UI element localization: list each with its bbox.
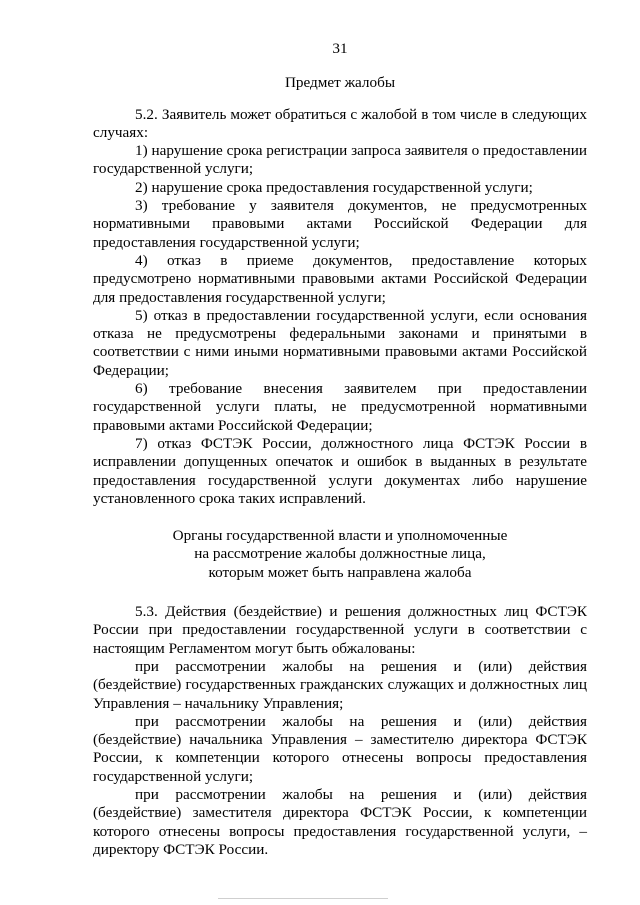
- section-5-3: [93, 603, 587, 859]
- paragraph-5-2-intro: 5.2. Заявитель может обратиться с жалобой в том числе в следующих случаях:: [93, 105, 587, 141]
- heading-line: на рассмотрение жалобы должностные лица,: [194, 545, 486, 563]
- heading-line: которым может быть направлена жалоба: [208, 563, 472, 581]
- section-heading-authorities: [93, 527, 587, 582]
- paragraph-5-3-intro: 5.3. Действия (бездействие) и решения должностных лиц ФСТЭК России при предоставлении государственной услуги в соответствии с настоящим Регламентом могут быть обжалованы:: [93, 603, 587, 657]
- list-item-5-2-4: 4) отказ в приеме документов, предоставление которых предусмотрено нормативными правовыми актами Российской Федерации для предоставления государственной услуги;: [93, 251, 587, 306]
- list-item-5-2-3: 3) требование у заявителя документов, не предусмотренных нормативными правовыми актами Российской Федерации для предоставления государственной услуги;: [93, 197, 587, 251]
- list-item-5-2-2: 2) нарушение срока предоставления государственной услуги;: [135, 178, 533, 196]
- page-number: 31: [332, 40, 348, 57]
- list-item-5-2-1: 1) нарушение срока регистрации запроса заявителя о предоставлении государственной услуги;: [93, 142, 587, 178]
- heading-line: Органы государственной власти и уполномоченные: [172, 527, 508, 545]
- list-item-5-2-7: 7) отказ ФСТЭК России, должностного лица ФСТЭК России в исправлении допущенных опечаток и ошибок в выданных в результате предоставления государственной услуги документах либо нарушение установленного срока таких исправлений.: [93, 434, 587, 507]
- document-page: [93, 40, 587, 859]
- list-item-5-3-1: при рассмотрении жалобы на решения и (или) действия (бездействие) государственных гражданских служащих и должностных лиц Управления – начальнику Управления;: [93, 657, 587, 712]
- list-item-5-2-5: 5) отказ в предоставлении государственной услуги, если основания отказа не предусмотрены федеральными законами и принятыми в соответствии с ними иными нормативными правовыми актами Российской Федерации;: [93, 306, 587, 379]
- list-item-5-3-2: при рассмотрении жалобы на решения и (или) действия (бездействие) начальника Управления – заместителю директора ФСТЭК России, к компетенции которого отнесены вопросы предоставления государственной услуги;: [93, 712, 587, 785]
- section-5-2: [93, 106, 587, 509]
- list-item-5-2-6: 6) требование внесения заявителем при предоставлении государственной услуги платы, не предусмотренной нормативными правовыми актами Российской Федерации;: [93, 380, 587, 434]
- scan-edge-line: [218, 898, 388, 899]
- section-heading-complaint-subject: Предмет жалобы: [284, 74, 396, 92]
- list-item-5-3-3: при рассмотрении жалобы на решения и (или) действия (бездействие) заместителя директора ФСТЭК России, к компетенции которого отнесены вопросы предоставления государственной услуги, – директору ФСТЭК России.: [93, 785, 587, 858]
